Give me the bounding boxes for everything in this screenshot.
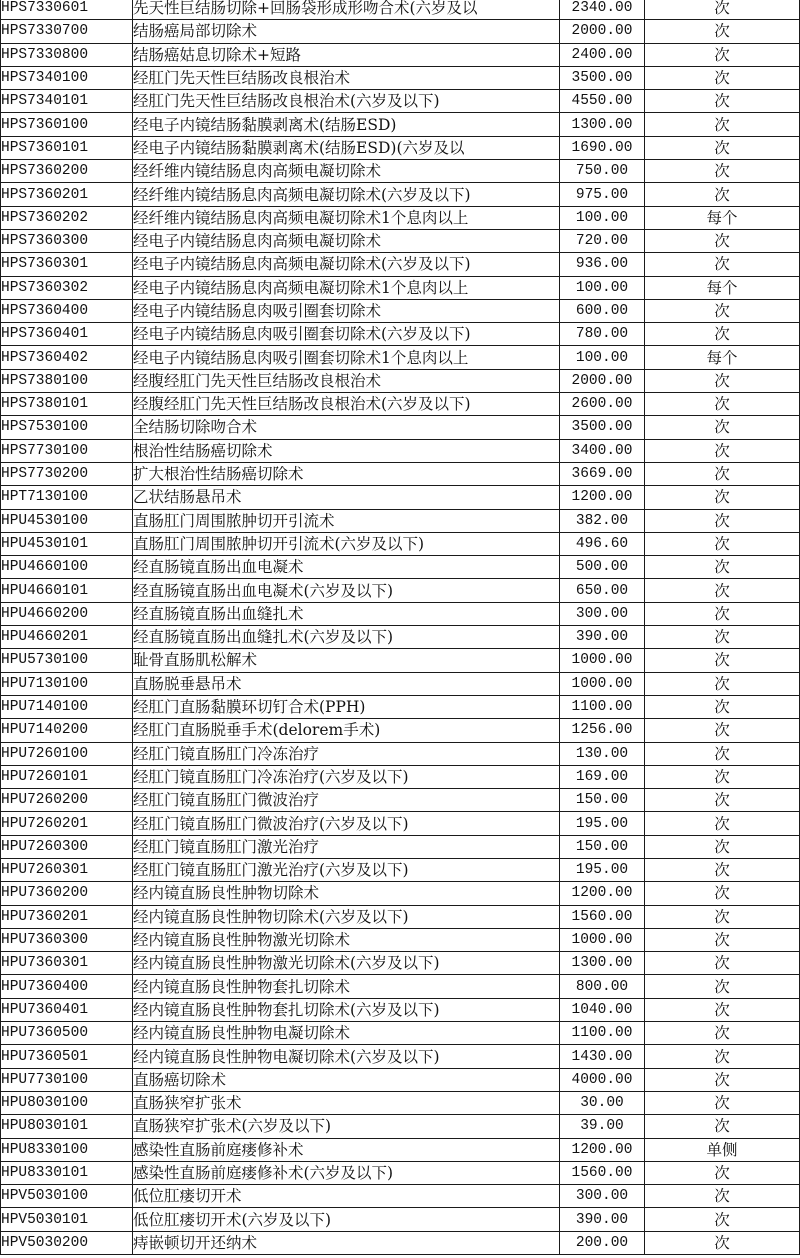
table-row [1,1208,800,1231]
row-code: HPU4660201 [1,626,133,649]
row-price: 1040.00 [560,998,645,1021]
table-row [1,649,800,672]
row-unit: 单侧 [645,1138,800,1161]
row-name: 全结肠切除吻合术 [133,416,560,439]
row-unit: 次 [645,113,800,136]
row-code: HPU7260101 [1,765,133,788]
row-code: HPS7340101 [1,90,133,113]
row-price: 600.00 [560,299,645,322]
row-code: HPV5030101 [1,1208,133,1231]
row-name: 经肛门镜直肠肛门微波治疗 [133,789,560,812]
row-unit: 次 [645,579,800,602]
row-code: HPV5030100 [1,1185,133,1208]
row-code: HPU8330100 [1,1138,133,1161]
row-name: 经电子内镜结肠息肉吸引圈套切除术(六岁及以下) [133,323,560,346]
row-unit: 次 [645,66,800,89]
row-name: 经内镜直肠良性肿物电凝切除术(六岁及以下) [133,1045,560,1068]
row-name: 经电子内镜结肠息肉高频电凝切除术 [133,229,560,252]
row-price: 130.00 [560,742,645,765]
row-code: HPU4660101 [1,579,133,602]
row-price: 750.00 [560,160,645,183]
table-row [1,0,800,20]
table-row [1,1045,800,1068]
row-name: 经腹经肛门先天性巨结肠改良根治术(六岁及以下) [133,393,560,416]
row-price: 1000.00 [560,649,645,672]
row-price: 2000.00 [560,20,645,43]
table-row [1,998,800,1021]
row-price: 169.00 [560,765,645,788]
row-code: HPU7130100 [1,672,133,695]
row-code: HPS7380101 [1,393,133,416]
row-name: 先天性巨结肠切除+回肠袋形成形吻合术(六岁及以 [133,0,560,20]
row-price: 300.00 [560,1185,645,1208]
row-name: 经电子内镜结肠黏膜剥离术(结肠ESD)(六岁及以 [133,136,560,159]
table-row [1,626,800,649]
row-price: 1300.00 [560,113,645,136]
row-code: HPS7360400 [1,299,133,322]
row-code: HPU7260300 [1,835,133,858]
row-unit: 次 [645,765,800,788]
row-unit: 次 [645,602,800,625]
row-code: HPU8030101 [1,1115,133,1138]
row-name: 结肠癌姑息切除术+短路 [133,43,560,66]
row-price: 2000.00 [560,369,645,392]
row-code: HPU7360501 [1,1045,133,1068]
table-row [1,1115,800,1138]
row-name: 直肠肛门周围脓肿切开引流术 [133,509,560,532]
row-name: 经内镜直肠良性肿物激光切除术(六岁及以下) [133,952,560,975]
table-row [1,952,800,975]
row-unit: 次 [645,952,800,975]
row-price: 1200.00 [560,486,645,509]
table-row [1,43,800,66]
row-price: 390.00 [560,626,645,649]
row-unit: 次 [645,229,800,252]
row-code: HPS7330800 [1,43,133,66]
row-unit: 次 [645,998,800,1021]
row-price: 30.00 [560,1091,645,1114]
row-unit: 次 [645,905,800,928]
row-code: HPU7730100 [1,1068,133,1091]
row-unit: 次 [645,183,800,206]
row-unit: 次 [645,812,800,835]
table-row [1,1185,800,1208]
row-code: HPS7360301 [1,253,133,276]
row-price: 300.00 [560,602,645,625]
row-name: 乙状结肠悬吊术 [133,486,560,509]
row-code: HPU7360401 [1,998,133,1021]
table-row [1,509,800,532]
row-price: 200.00 [560,1231,645,1254]
row-price: 720.00 [560,229,645,252]
row-price: 1100.00 [560,1022,645,1045]
row-name: 经直肠镜直肠出血缝扎术(六岁及以下) [133,626,560,649]
row-code: HPU7140100 [1,695,133,718]
row-name: 经肛门直肠脱垂手术(delorem手术) [133,719,560,742]
row-code: HPU8330101 [1,1161,133,1184]
row-name: 经肛门直肠黏膜环切钉合术(PPH) [133,695,560,718]
table-row [1,835,800,858]
row-name: 经纤维内镜结肠息肉高频电凝切除术 [133,160,560,183]
row-code: HPU5730100 [1,649,133,672]
table-row [1,323,800,346]
row-unit: 次 [645,416,800,439]
table-row [1,672,800,695]
row-unit: 每个 [645,346,800,369]
row-code: HPU8030100 [1,1091,133,1114]
row-unit: 次 [645,439,800,462]
table-row [1,206,800,229]
row-price: 1560.00 [560,1161,645,1184]
row-name: 经肛门先天性巨结肠改良根治术(六岁及以下) [133,90,560,113]
table-row [1,20,800,43]
row-name: 直肠癌切除术 [133,1068,560,1091]
row-price: 3669.00 [560,462,645,485]
row-unit: 次 [645,1115,800,1138]
row-name: 痔嵌顿切开还纳术 [133,1231,560,1254]
row-code: HPS7360300 [1,229,133,252]
row-unit: 次 [645,393,800,416]
row-code: HPS7340100 [1,66,133,89]
row-unit: 每个 [645,206,800,229]
row-price: 150.00 [560,835,645,858]
table-row [1,905,800,928]
table-row [1,1091,800,1114]
table-row [1,1161,800,1184]
row-code: HPU7260200 [1,789,133,812]
row-name: 经直肠镜直肠出血电凝术 [133,556,560,579]
row-unit: 次 [645,695,800,718]
row-price: 1200.00 [560,1138,645,1161]
row-unit: 次 [645,486,800,509]
row-price: 2400.00 [560,43,645,66]
row-name: 经内镜直肠良性肿物电凝切除术 [133,1022,560,1045]
row-code: HPS7360302 [1,276,133,299]
row-price: 100.00 [560,276,645,299]
row-price: 195.00 [560,812,645,835]
row-name: 经电子内镜结肠息肉高频电凝切除术(六岁及以下) [133,253,560,276]
row-unit: 次 [645,1022,800,1045]
table-row [1,416,800,439]
row-price: 4000.00 [560,1068,645,1091]
row-unit: 次 [645,882,800,905]
row-unit: 次 [645,509,800,532]
row-unit: 次 [645,1231,800,1254]
row-unit: 次 [645,369,800,392]
row-code: HPU7360400 [1,975,133,998]
row-name: 经电子内镜结肠息肉吸引圈套切除术 [133,299,560,322]
table-body [1,0,800,1255]
row-price: 780.00 [560,323,645,346]
row-unit: 次 [645,0,800,20]
row-price: 195.00 [560,858,645,881]
row-name: 感染性直肠前庭瘘修补术 [133,1138,560,1161]
row-name: 经纤维内镜结肠息肉高频电凝切除术(六岁及以下) [133,183,560,206]
row-price: 1560.00 [560,905,645,928]
row-name: 经电子内镜结肠黏膜剥离术(结肠ESD) [133,113,560,136]
row-name: 直肠狭窄扩张术(六岁及以下) [133,1115,560,1138]
row-code: HPU4530100 [1,509,133,532]
table-row [1,113,800,136]
row-code: HPS7360101 [1,136,133,159]
row-code: HPU7360300 [1,928,133,951]
row-unit: 次 [645,136,800,159]
table-row [1,369,800,392]
table-row [1,742,800,765]
row-price: 2340.00 [560,0,645,20]
row-unit: 次 [645,975,800,998]
row-name: 经纤维内镜结肠息肉高频电凝切除术1个息肉以上 [133,206,560,229]
row-code: HPS7730200 [1,462,133,485]
row-unit: 次 [645,299,800,322]
row-code: HPU7260301 [1,858,133,881]
row-price: 1200.00 [560,882,645,905]
row-code: HPS7360202 [1,206,133,229]
table-row [1,229,800,252]
table-row [1,66,800,89]
table-row [1,393,800,416]
table-row [1,1138,800,1161]
table-row [1,253,800,276]
row-unit: 次 [645,462,800,485]
row-price: 1690.00 [560,136,645,159]
row-code: HPU7260201 [1,812,133,835]
table-row [1,602,800,625]
row-unit: 次 [645,90,800,113]
table-row [1,765,800,788]
table-row [1,160,800,183]
row-name: 直肠脱垂悬吊术 [133,672,560,695]
table-row [1,858,800,881]
row-code: HPU7360201 [1,905,133,928]
row-price: 100.00 [560,346,645,369]
row-name: 经内镜直肠良性肿物套扎切除术 [133,975,560,998]
row-name: 低位肛瘘切开术 [133,1185,560,1208]
table-row [1,1231,800,1254]
table-row [1,975,800,998]
row-code: HPS7730100 [1,439,133,462]
row-name: 扩大根治性结肠癌切除术 [133,462,560,485]
table-row [1,183,800,206]
table-row [1,1022,800,1045]
row-price: 382.00 [560,509,645,532]
row-price: 1430.00 [560,1045,645,1068]
table-row [1,882,800,905]
row-code: HPS7330700 [1,20,133,43]
row-unit: 次 [645,1091,800,1114]
row-name: 直肠肛门周围脓肿切开引流术(六岁及以下) [133,532,560,555]
row-code: HPU7360200 [1,882,133,905]
table-row [1,90,800,113]
table-row [1,1068,800,1091]
row-code: HPU7360500 [1,1022,133,1045]
row-unit: 次 [645,719,800,742]
row-code: HPU7360301 [1,952,133,975]
row-code: HPU7260100 [1,742,133,765]
row-code: HPU4660100 [1,556,133,579]
row-unit: 次 [645,626,800,649]
row-name: 经内镜直肠良性肿物切除术(六岁及以下) [133,905,560,928]
row-code: HPV5030200 [1,1231,133,1254]
row-price: 1100.00 [560,695,645,718]
table-row [1,928,800,951]
row-name: 经肛门镜直肠肛门微波治疗(六岁及以下) [133,812,560,835]
row-name: 直肠狭窄扩张术 [133,1091,560,1114]
table-row [1,579,800,602]
row-code: HPU4660200 [1,602,133,625]
row-name: 耻骨直肠肌松解术 [133,649,560,672]
table-row [1,299,800,322]
table-row [1,532,800,555]
row-price: 800.00 [560,975,645,998]
row-unit: 次 [645,253,800,276]
row-price: 3500.00 [560,416,645,439]
table-row [1,439,800,462]
row-price: 390.00 [560,1208,645,1231]
row-unit: 次 [645,1185,800,1208]
row-name: 经内镜直肠良性肿物切除术 [133,882,560,905]
row-name: 经肛门镜直肠肛门激光治疗(六岁及以下) [133,858,560,881]
row-price: 100.00 [560,206,645,229]
row-unit: 次 [645,742,800,765]
row-unit: 次 [645,858,800,881]
table-row [1,136,800,159]
row-code: HPS7380100 [1,369,133,392]
row-name: 经肛门先天性巨结肠改良根治术 [133,66,560,89]
row-price: 1000.00 [560,928,645,951]
row-code: HPS7330601 [1,0,133,20]
table-row [1,719,800,742]
table-row [1,556,800,579]
row-name: 结肠癌局部切除术 [133,20,560,43]
row-price: 496.60 [560,532,645,555]
row-price: 150.00 [560,789,645,812]
row-price: 650.00 [560,579,645,602]
row-name: 经内镜直肠良性肿物激光切除术 [133,928,560,951]
row-unit: 次 [645,1068,800,1091]
table-row [1,789,800,812]
row-name: 根治性结肠癌切除术 [133,439,560,462]
row-name: 经电子内镜结肠息肉高频电凝切除术1个息肉以上 [133,276,560,299]
row-price: 975.00 [560,183,645,206]
row-name: 感染性直肠前庭瘘修补术(六岁及以下) [133,1161,560,1184]
row-price: 39.00 [560,1115,645,1138]
table-row [1,695,800,718]
row-unit: 次 [645,160,800,183]
row-price: 1300.00 [560,952,645,975]
row-unit: 次 [645,649,800,672]
row-name: 经腹经肛门先天性巨结肠改良根治术 [133,369,560,392]
row-code: HPU4530101 [1,532,133,555]
table-row [1,276,800,299]
table-row [1,486,800,509]
row-unit: 次 [645,556,800,579]
row-unit: 次 [645,323,800,346]
row-code: HPS7360401 [1,323,133,346]
row-unit: 次 [645,835,800,858]
row-price: 936.00 [560,253,645,276]
row-unit: 次 [645,672,800,695]
row-code: HPS7530100 [1,416,133,439]
row-price: 1256.00 [560,719,645,742]
row-unit: 次 [645,928,800,951]
row-code: HPT7130100 [1,486,133,509]
row-code: HPU7140200 [1,719,133,742]
row-price: 1000.00 [560,672,645,695]
row-unit: 次 [645,43,800,66]
row-price: 500.00 [560,556,645,579]
row-unit: 次 [645,1161,800,1184]
row-unit: 次 [645,1208,800,1231]
row-unit: 次 [645,532,800,555]
table-row [1,812,800,835]
row-name: 经电子内镜结肠息肉吸引圈套切除术1个息肉以上 [133,346,560,369]
row-name: 经内镜直肠良性肿物套扎切除术(六岁及以下) [133,998,560,1021]
row-name: 经肛门镜直肠肛门冷冻治疗(六岁及以下) [133,765,560,788]
row-unit: 次 [645,20,800,43]
row-price: 4550.00 [560,90,645,113]
row-price: 2600.00 [560,393,645,416]
row-unit: 每个 [645,276,800,299]
table-row [1,346,800,369]
row-code: HPS7360201 [1,183,133,206]
row-code: HPS7360402 [1,346,133,369]
row-code: HPS7360200 [1,160,133,183]
row-unit: 次 [645,789,800,812]
row-name: 经直肠镜直肠出血缝扎术 [133,602,560,625]
row-code: HPS7360100 [1,113,133,136]
row-name: 低位肛瘘切开术(六岁及以下) [133,1208,560,1231]
table-row [1,462,800,485]
row-price: 3400.00 [560,439,645,462]
row-price: 3500.00 [560,66,645,89]
row-name: 经肛门镜直肠肛门冷冻治疗 [133,742,560,765]
row-unit: 次 [645,1045,800,1068]
row-name: 经肛门镜直肠肛门激光治疗 [133,835,560,858]
row-name: 经直肠镜直肠出血电凝术(六岁及以下) [133,579,560,602]
